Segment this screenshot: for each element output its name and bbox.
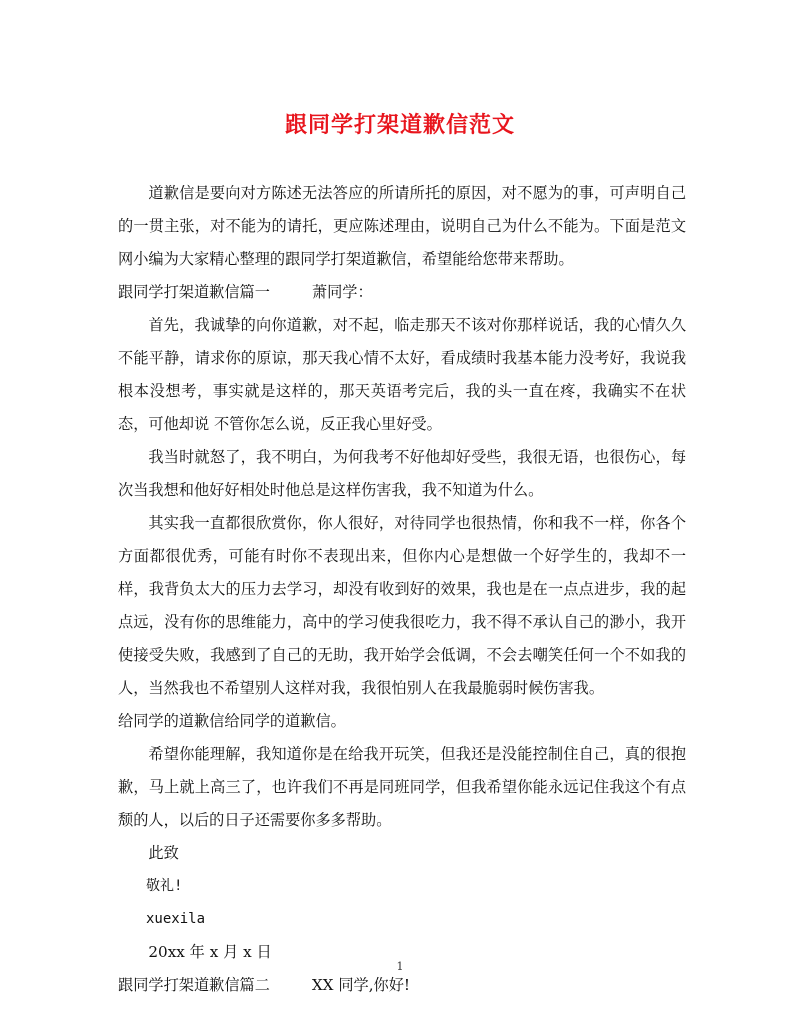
section-one-salutation: 萧同学： [311,283,373,301]
body-paragraph-2: 我当时就怒了，我不明白，为何我考不好他却好受些，我很无语，也很伤心，每次当我想和他好好相处时他总是这样伤害我，我不知道为什么。 [118,448,686,499]
section-one-heading: 跟同学打架道歉信篇一 [118,283,270,301]
document-body [118,177,686,1002]
signature-date: 20xx 年 x 月 x 日 [148,943,272,961]
sign-off-line-1: 此致 [148,844,179,862]
section-two-heading-line [118,969,686,1002]
section-one-heading-line [118,276,686,309]
sign-off-line-2: 敬礼! [146,878,183,894]
section-two-salutation: XX 同学,你好! [311,976,411,994]
intro-paragraph: 道歉信是要向对方陈述无法答应的所请所托的原因，对不愿为的事，可声明自己的一贯主张，对不能为的请托，更应陈述理由，说明自己为什么不能为。下面是范文网小编为大家精心整理的跟同学打架道歉信，希望能给您带来帮助。 [118,184,686,268]
document-title: 跟同学打架道歉信范文 [284,112,515,138]
body-paragraph-3: 其实我一直都很欣赏你，你人很好，对待同学也很热情，你和我不一样，你各个方面都很优秀，可能有时你不表现出来，但你内心是想做一个好学生的，我却不一样，我背负太大的压力去学习，却没有收到好的效果，我也是在一点点进步，我的起点远，没有你的思维能力，高中的学习使我很吃力，我不得不承认自己的渺小，我开使接受失败，我感到了自己的无助，我开始学会低调，不会去嘲笑任何一个不如我的人，当然我也不希望别人这样对我，我很怕别人在我最脆弱时候伤害我。 [118,514,686,697]
body-paragraph-1: 首先，我诚挚的向你道歉，对不起，临走那天不该对你那样说话，我的心情久久不能平静，请求你的原谅，那天我心情不太好，看成绩时我基本能力没考好，我说我根本没想考，事实就是这样的，那天英语考完后，我的头一直在疼，我确实不在状态，可他却说 不管你怎么说，反正我心里好受。 [118,316,686,433]
link-line: 给同学的道歉信给同学的道歉信。 [118,712,346,730]
section-two-heading: 跟同学打架道歉信篇二 [118,976,270,994]
page-number: 1 [396,960,404,973]
signature-name: xuexila [146,911,206,927]
closing-paragraph: 希望你能理解，我知道你是在给我开玩笑，但我还是没能控制住自己，真的很抱歉，马上就上高三了，也许我们不再是同班同学，但我希望你能永远记住我这个有点颓的人，以后的日子还需要你多多帮助。 [118,745,686,829]
